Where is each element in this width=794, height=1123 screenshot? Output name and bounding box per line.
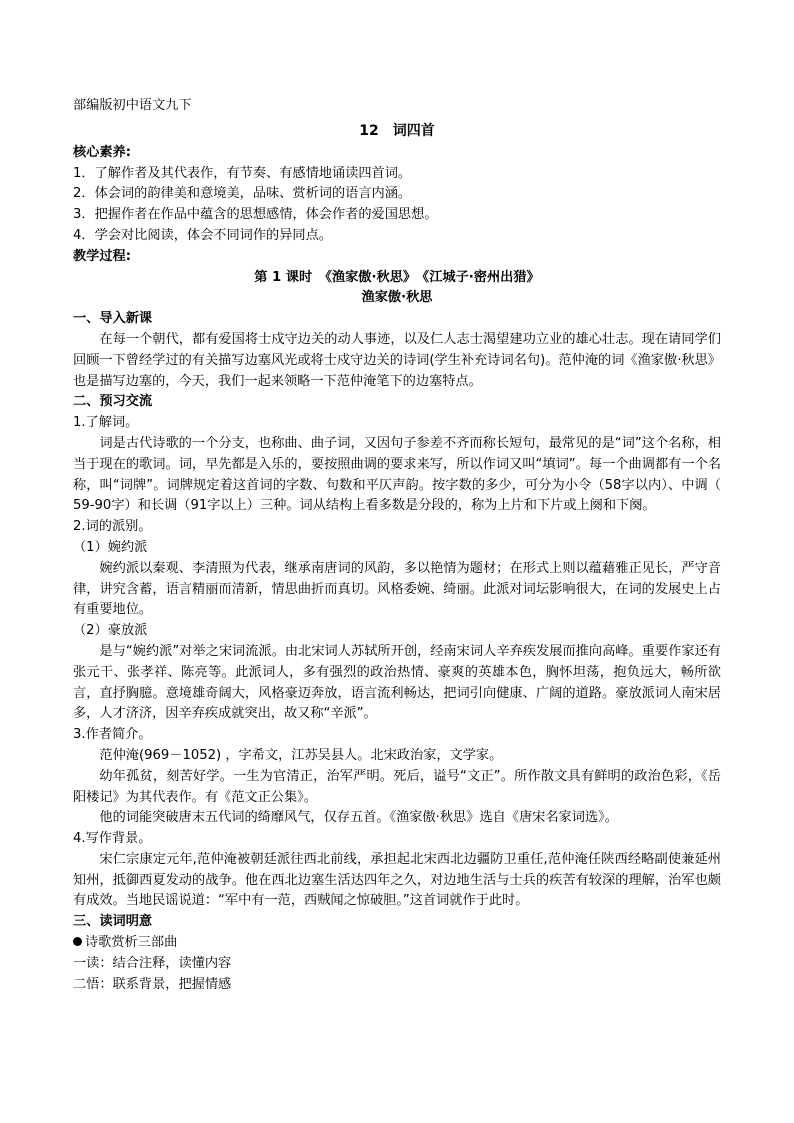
section-heading-preview: 二、预习交流 bbox=[73, 394, 153, 410]
core-item: 3．把握作者在作品中蕴含的思想感情，体会作者的爱国思想。 bbox=[73, 207, 438, 223]
subheading-author: 3.作者简介。 bbox=[73, 727, 152, 743]
step-line: 二悟：联系背景，把握情感 bbox=[73, 976, 232, 992]
process-heading: 教学过程: bbox=[73, 248, 132, 264]
bullet-line bbox=[73, 933, 721, 954]
poem-title: 渔家傲·秋思 bbox=[361, 290, 433, 306]
subheading-wanyue: （1）婉约派 bbox=[73, 539, 148, 555]
author-paragraph-1: 范仲淹(969－1052) ，字希文，江苏吴县人。北宋政治家，文学家。 bbox=[99, 747, 503, 763]
intro-paragraph: 在每一个朝代，都有爱国将士戍守边关的动人事迹，以及仁人志士渴望建功立业的雄心壮志。现在请同学们回顾一下曾经学过的有关描写边塞风光或将士戍守边关的诗词(学生补充诗词名句)。范仲淹的词《渔家傲·秋思》也是描写边塞的，今天，我们一起来领略一下范仲淹笔下的边塞特点。 bbox=[73, 331, 721, 389]
subheading-background: 4.写作背景。 bbox=[73, 831, 152, 847]
haofang-paragraph: 是与“婉约派”对举之宋词流派。由北宋词人苏轼所开创，经南宋词人辛弃疾发展而推向高峰。重要作家还有张元干、张孝祥、陈亮等。此派词人，多有强烈的政治热情、豪爽的英雄本色，胸怀坦荡，抱负远大，畅所欲言，直抒胸臆。意境雄奇阔大，风格豪迈奔放，语言流利畅达，把词引向健康、广阔的道路。豪放派词人南宋居多，人才济济，因辛弃疾成就突出，故又称“辛派”。 bbox=[73, 643, 721, 722]
core-item: 4．学会对比阅读，体会不同词作的异同点。 bbox=[73, 227, 332, 243]
subheading-haofang: （2）豪放派 bbox=[73, 623, 148, 639]
wanyue-paragraph: 婉约派以秦观、李清照为代表，继承南唐词的风韵，多以艳情为题材；在形式上则以蕴藉雅正见长，严守音律，讲究含蓄，语言精丽而清新，情思曲折而真切。风格委婉、绮丽。此派对词坛影响很大，在词的发展史上占有重要地位。 bbox=[73, 560, 721, 618]
author-paragraph-2: 幼年孤贫，刻苦好学。一生为官清正，治军严明。死后，谥号“文正”。所作散文具有鲜明的政治色彩，《岳阳楼记》为其代表作。有《范文正公集》。 bbox=[73, 768, 721, 805]
document-page bbox=[73, 96, 721, 995]
ci-paragraph: 词是古代诗歌的一个分支，也称曲、曲子词，又因句子参差不齐而称长短句，最常见的是“词”这个名称，相当于现在的歌词。词，早先都是入乐的，要按照曲调的要求来写，所以作词又叫“填词”。每一个曲调都有一个名称，叫“词牌”。词牌规定着这首词的字数、句数和平仄声韵。按字数的多少，可分为小令（58字以内）、中调（ 59-90字）和长调（91字以上）三种。词从结构上看多数是分段的，称为上片和下片或上阕和下阕。 bbox=[73, 435, 721, 514]
lesson-title: 第 1 课时 《渔家傲·秋思》 《江城子·密州出猎》 bbox=[254, 269, 540, 285]
core-heading: 核心素养: bbox=[73, 144, 132, 160]
author-paragraph-3: 他的词能突破唐末五代词的绮靡风气，仅存五首。《渔家傲·秋思》选自《唐宋名家词选》。 bbox=[99, 810, 618, 826]
section-heading-intro: 一、导入新课 bbox=[73, 311, 153, 327]
doc-header: 部编版初中语文九下 bbox=[73, 98, 192, 113]
core-item: 1．了解作者及其代表作，有节奏、有感情地诵读四首词。 bbox=[73, 165, 412, 181]
background-paragraph: 宋仁宗康定元年,范仲淹被朝廷派往西北前线，承担起北宋西北边疆防卫重任,范仲淹任陕西经略副使兼延州知州，抵御西夏发动的战争。他在西北边塞生活达四年之久，对边地生活与士兵的疾苦有较深的理解，治军也颇有成效。当地民谣说道：“军中有一范，西贼闻之惊破胆。”这首词就作于此时。 bbox=[73, 851, 721, 909]
bullet-text: 诗歌赏析三部曲 bbox=[85, 935, 178, 951]
subheading-schools: 2.词的派别。 bbox=[73, 519, 152, 535]
section-heading-reading: 三、读词明意 bbox=[73, 914, 153, 930]
step-line: 一读：结合注释，读懂内容 bbox=[73, 955, 232, 971]
core-item: 2．体会词的韵律美和意境美，品味、赏析词的语言内涵。 bbox=[73, 186, 412, 202]
doc-title: 12 词四首 bbox=[359, 122, 435, 139]
bullet-icon bbox=[73, 937, 82, 946]
subheading-ci: 1.了解词。 bbox=[73, 415, 139, 431]
